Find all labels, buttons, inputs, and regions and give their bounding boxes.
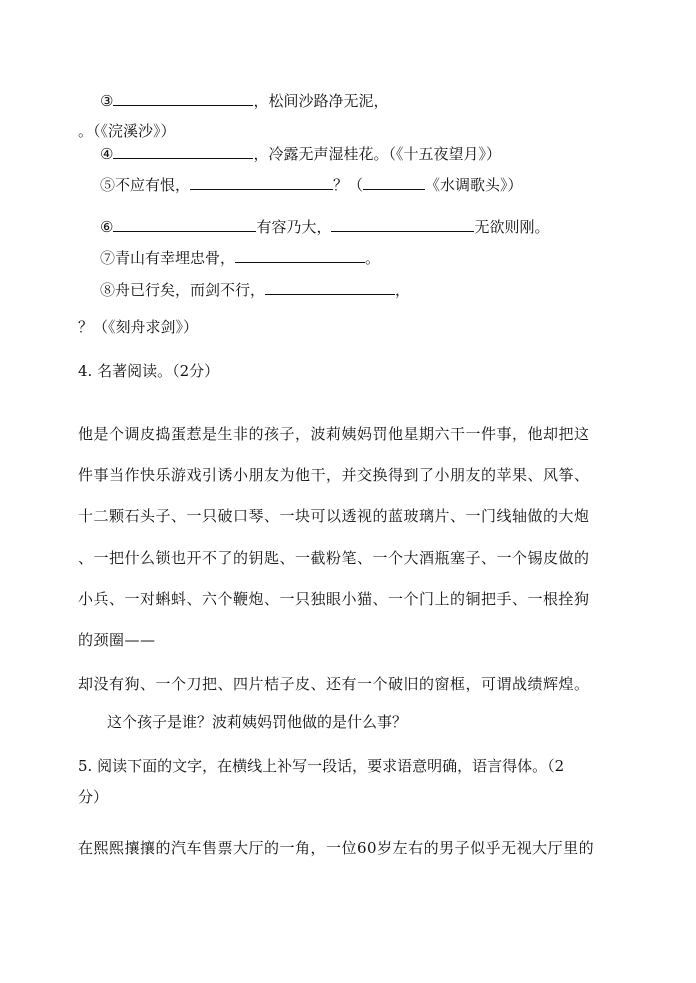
poem-line-3 [100, 89, 388, 111]
answer-blank[interactable] [235, 246, 365, 263]
poem-text: ？（ [333, 176, 364, 194]
poem-text: 。 [365, 249, 381, 267]
poem-text: ，松间沙路净无泥， [253, 92, 389, 110]
answer-blank[interactable] [331, 215, 474, 232]
poem-text: ⑧舟已行矣，而剑不行， [100, 281, 266, 299]
poem-text: 有容乃大， [256, 218, 332, 236]
item-number: ④ [100, 145, 114, 163]
passage-line: 他是个调皮捣蛋惹是生非的孩子，波莉姨妈罚他星期六干一件事，他却把这 [78, 425, 590, 443]
passage-line: 、一把什么锁也开不了的钥匙、一截粉笔、一个大酒瓶塞子、一个锡皮做的 [78, 549, 590, 567]
answer-blank[interactable] [190, 173, 333, 190]
answer-blank[interactable] [113, 142, 253, 159]
question-5-heading-continued: 分） [78, 788, 109, 806]
poem-line-4 [100, 142, 501, 164]
passage-line: 的颈圈—— [78, 631, 156, 649]
poem-line-3-continued: 。（《浣溪沙》） [78, 122, 176, 140]
poem-line-5 [100, 173, 523, 195]
item-number: ⑥ [100, 218, 114, 236]
passage-line: 却没有狗、一个刀把、四片桔子皮、还有一个破旧的窗框，可谓战绩辉煌。 [78, 675, 590, 693]
passage-line: 件事当作快乐游戏引诱小朋友为他干，并交换得到了小朋友的苹果、风筝、 [78, 466, 590, 484]
poem-text: ， [395, 281, 411, 299]
poem-text: 无欲则刚。 [474, 218, 550, 236]
item-number: ③ [100, 92, 114, 110]
answer-blank[interactable] [265, 278, 395, 295]
passage-line: 十二颗石头子、一只破口琴、一块可以透视的蓝玻璃片、一门线轴做的大炮 [78, 507, 590, 525]
answer-blank[interactable] [113, 89, 253, 106]
poem-line-8 [100, 278, 410, 300]
poem-text: ⑦青山有幸埋忠骨， [100, 249, 236, 267]
passage-line: 在熙熙攘攘的汽车售票大厅的一角，一位60岁左右的男子似乎无视大厅里的 [78, 839, 595, 857]
answer-blank[interactable] [363, 173, 425, 190]
question-4-prompt: 这个孩子是谁？波莉姨妈罚他做的是什么事？ [107, 713, 408, 731]
question-4-heading: 4. 名著阅读。（2分） [78, 362, 220, 380]
poem-text: ⑤不应有恨， [100, 176, 191, 194]
passage-line: 小兵、一对蝌蚪、六个鞭炮、一只独眼小猫、一个门上的铜把手、一根拴狗 [78, 590, 590, 608]
poem-source: 《水调歌头》） [425, 176, 523, 194]
answer-blank[interactable] [113, 215, 256, 232]
poem-line-6 [100, 215, 549, 237]
poem-line-8-continued: ？（《刻舟求剑》） [78, 318, 199, 336]
poem-text: ，冷露无声湿桂花。（《十五夜望月》） [253, 145, 501, 163]
question-5-heading: 5. 阅读下面的文字，在横线上补写一段话，要求语意明确，语言得体。（2 [78, 757, 565, 775]
poem-line-7 [100, 246, 380, 268]
